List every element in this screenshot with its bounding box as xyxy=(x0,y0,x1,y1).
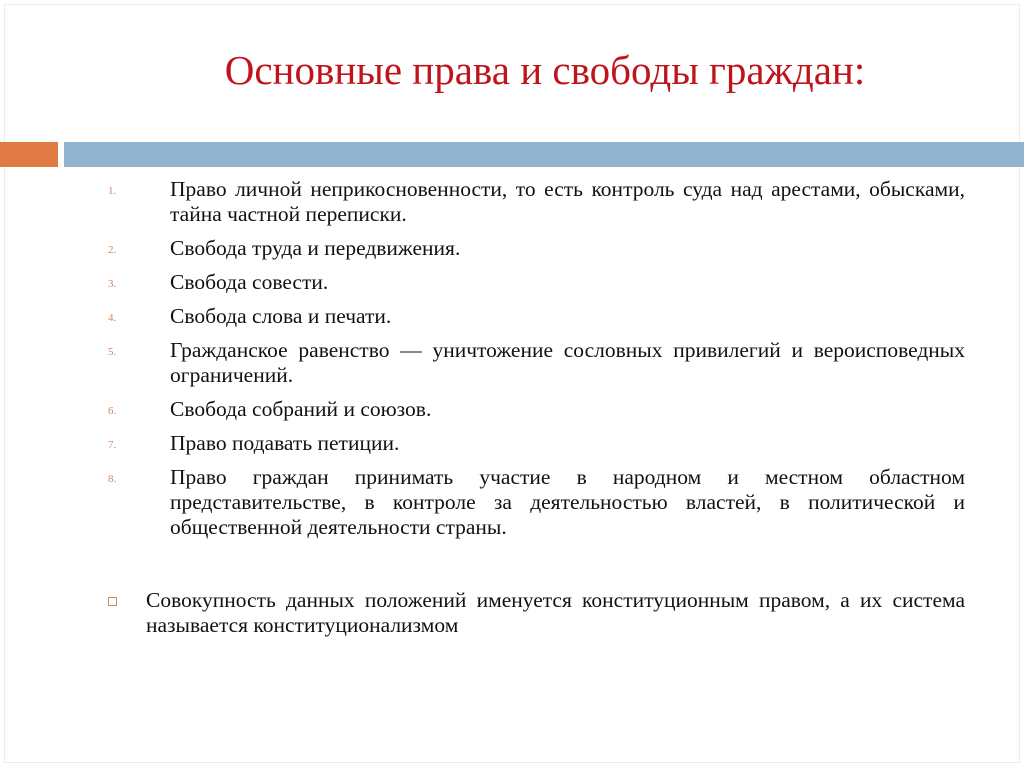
item-text: Право личной неприкосновенности, то есть контроль суда над арестами, обысками, тайна частной переписки. xyxy=(170,177,965,226)
item-number: 6. xyxy=(108,405,117,417)
accent-bar-blue xyxy=(64,142,1024,167)
list-item xyxy=(100,304,965,329)
item-number: 1. xyxy=(108,185,117,197)
rights-list xyxy=(100,177,965,549)
item-number: 3. xyxy=(108,278,117,290)
item-text: Гражданское равенство — уничтожение сословных привилегий и вероисповедных ограничений. xyxy=(170,338,965,387)
item-number: 8. xyxy=(108,473,117,485)
list-item xyxy=(100,177,965,227)
item-text: Свобода собраний и союзов. xyxy=(170,397,432,421)
list-item xyxy=(100,338,965,388)
list-item xyxy=(100,465,965,540)
summary-text: Совокупность данных положений именуется конституционным правом, а их система называется конституционализмом xyxy=(146,588,965,637)
item-number: 5. xyxy=(108,346,117,358)
item-text: Свобода слова и печати. xyxy=(170,304,392,328)
list-item xyxy=(100,431,965,456)
item-text: Свобода совести. xyxy=(170,270,329,294)
item-number: 4. xyxy=(108,312,117,324)
item-text: Право граждан принимать участие в народном и местном областном представительстве, в контроле за деятельностью властей, в политической и общественной деятельности страны. xyxy=(170,465,965,539)
list-item xyxy=(100,270,965,295)
square-bullet-icon xyxy=(108,597,117,606)
summary-note xyxy=(108,588,965,638)
list-item xyxy=(100,397,965,422)
list-item xyxy=(100,236,965,261)
slide-title: Основные права и свободы граждан: xyxy=(224,47,866,93)
item-text: Свобода труда и передвижения. xyxy=(170,236,461,260)
item-number: 2. xyxy=(108,244,117,256)
item-text: Право подавать петиции. xyxy=(170,431,400,455)
accent-bar-orange xyxy=(0,142,58,167)
item-number: 7. xyxy=(108,439,117,451)
